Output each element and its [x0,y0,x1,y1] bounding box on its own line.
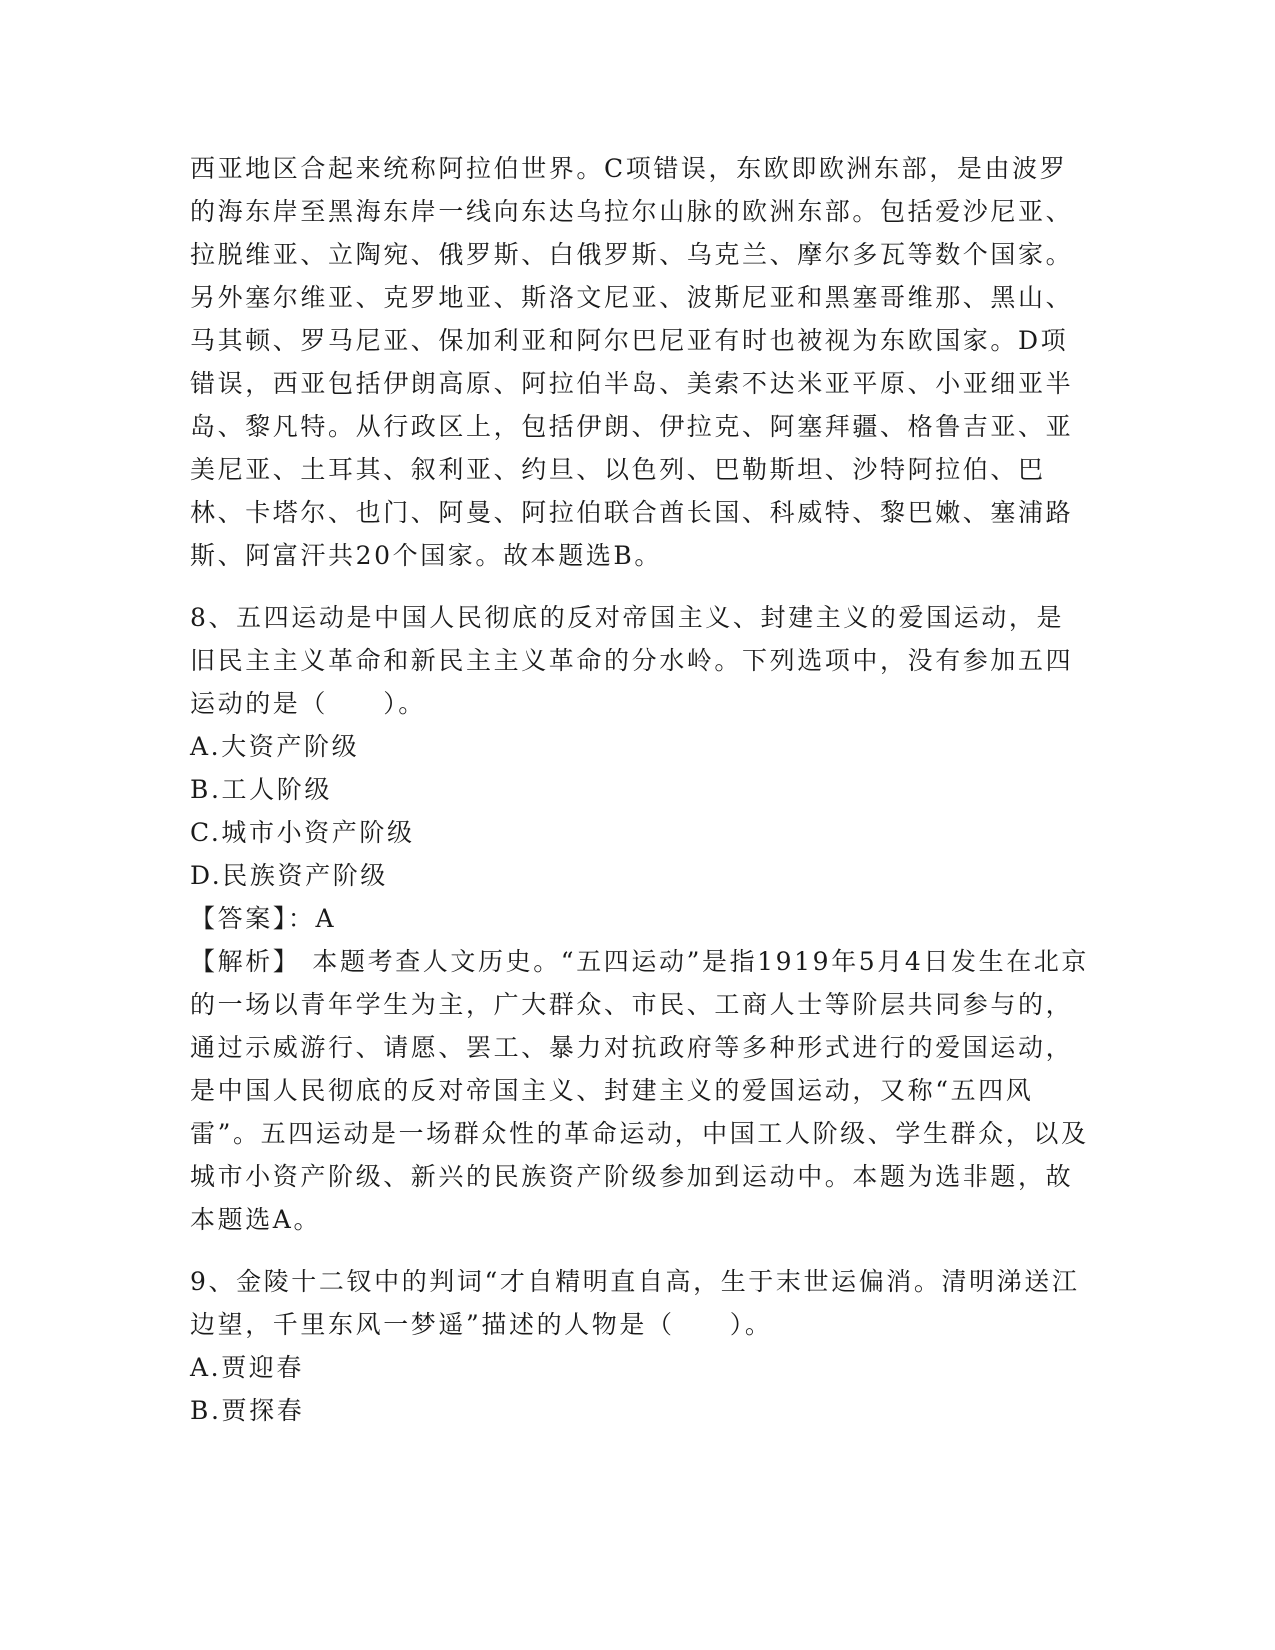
question-8-stem: 8、五四运动是中国人民彻底的反对帝国主义、封建主义的爱国运动，是旧民主主义革命和新民主主义革命的分水岭。下列选项中，没有参加五四运动的是（ ）。 [190,603,1074,718]
question-8 [190,596,1090,1241]
answer-label: 【答案】 [190,904,288,933]
question-8-explanation [190,940,1090,1241]
answer-value: ：A [287,904,337,933]
question-8-option-d: D.民族资产阶级 [190,861,388,890]
explanation-label: 【解析】 [190,947,301,976]
explanation-text: 本题考查人文历史。“五四运动”是指1919年5月4日发生在北京的一场以青年学生为主，广大群众、市民、工商人士等阶层共同参与的，通过示威游行、请愿、罢工、暴力对抗政府等多种形式进行的爱国运动，是中国人民彻底的反对帝国主义、封建主义的爱国运动，又称“五四风雷”。五四运动是一场群众性的革命运动，中国工人阶级、学生群众，以及城市小资产阶级、新兴的民族资产阶级参加到运动中。本题为选非题，故本题选A。 [190,947,1090,1234]
document-page [190,147,1090,1432]
question-9 [190,1260,1090,1432]
question-8-answer [190,897,1090,940]
question-9-option-a: A.贾迎春 [190,1353,305,1382]
question-8-option-b: B.工人阶级 [190,775,332,804]
question-8-option-c: C.城市小资产阶级 [190,818,415,847]
question-9-option-b: B.贾探春 [190,1396,305,1425]
question-9-stem: 9、金陵十二钗中的判词“才自精明直自高，生于末世运偏消。清明涕送江边望，千里东风一梦遥”描述的人物是（ ）。 [190,1267,1080,1339]
previous-explanation-continuation: 西亚地区合起来统称阿拉伯世界。C项错误，东欧即欧洲东部，是由波罗的海东岸至黑海东岸一线向东达乌拉尔山脉的欧洲东部。包括爱沙尼亚、拉脱维亚、立陶宛、俄罗斯、白俄罗斯、乌克兰、摩尔多瓦等数个国家。另外塞尔维亚、克罗地亚、斯洛文尼亚、波斯尼亚和黑塞哥维那、黑山、马其顿、罗马尼亚、保加利亚和阿尔巴尼亚有时也被视为东欧国家。D项错误，西亚包括伊朗高原、阿拉伯半岛、美索不达米亚平原、小亚细亚半岛、黎凡特。从行政区上，包括伊朗、伊拉克、阿塞拜疆、格鲁吉亚、亚美尼亚、土耳其、叙利亚、约旦、以色列、巴勒斯坦、沙特阿拉伯、巴林、卡塔尔、也门、阿曼、阿拉伯联合酋长国、科威特、黎巴嫩、塞浦路斯、阿富汗共20个国家。故本题选B。 [190,154,1074,570]
question-8-option-a: A.大资产阶级 [190,732,360,761]
